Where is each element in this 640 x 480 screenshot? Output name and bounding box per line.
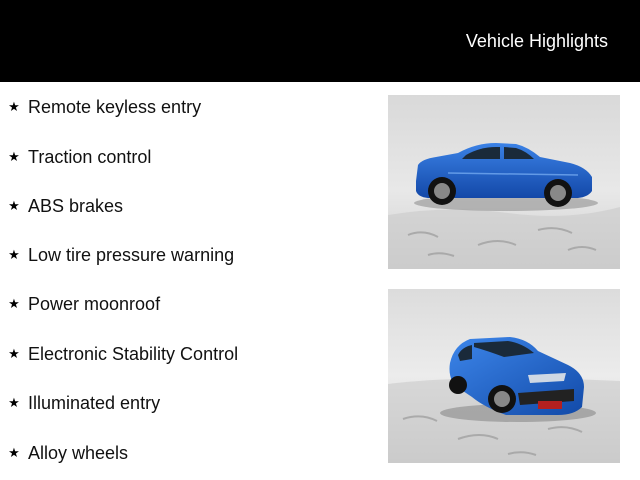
feature-label: Alloy wheels	[28, 443, 129, 463]
star-icon: ★	[8, 149, 20, 165]
feature-item	[7, 292, 160, 316]
star-icon: ★	[8, 247, 20, 263]
feature-label: Remote keyless entry	[28, 97, 202, 117]
vehicle-photo-front	[388, 289, 620, 463]
feature-item	[7, 194, 123, 218]
feature-label: Power moonroof	[28, 294, 161, 314]
feature-item	[7, 391, 160, 415]
vehicle-photo-side	[388, 95, 620, 269]
star-icon: ★	[8, 346, 20, 362]
feature-label: Illuminated entry	[28, 393, 161, 413]
feature-item	[7, 342, 238, 366]
star-icon: ★	[8, 198, 20, 214]
feature-item	[7, 441, 128, 465]
header-bar	[0, 0, 640, 82]
star-icon: ★	[8, 99, 20, 115]
star-icon: ★	[8, 395, 20, 411]
page-title: Vehicle Highlights	[465, 31, 608, 51]
feature-item	[7, 145, 151, 169]
star-icon: ★	[8, 445, 20, 461]
feature-item	[7, 95, 201, 119]
feature-item	[7, 243, 234, 267]
feature-label: Low tire pressure warning	[28, 245, 235, 265]
feature-label: ABS brakes	[28, 196, 124, 216]
feature-label: Electronic Stability Control	[28, 344, 239, 364]
feature-label: Traction control	[28, 147, 152, 167]
star-icon: ★	[8, 296, 20, 312]
